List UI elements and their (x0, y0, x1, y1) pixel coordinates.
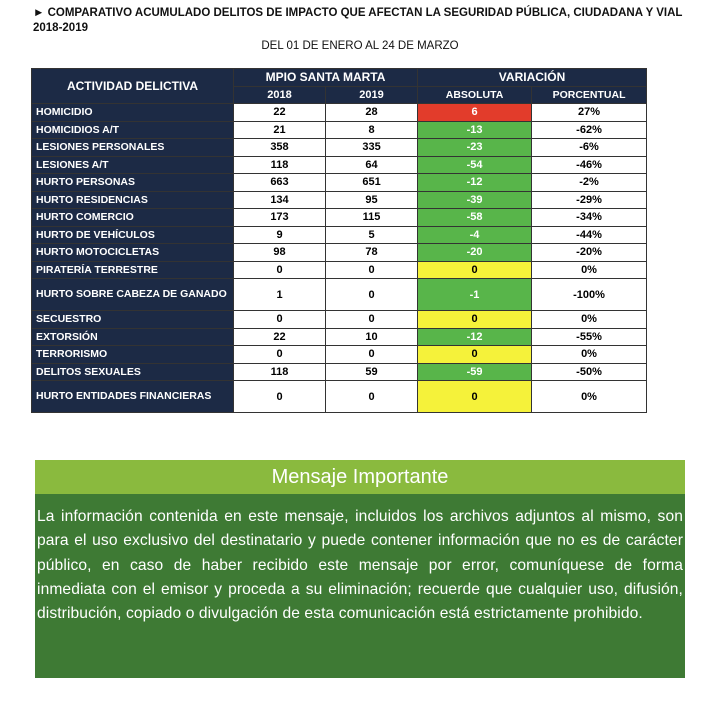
row-percent-variation: 0% (532, 261, 647, 279)
row-percent-variation: -44% (532, 226, 647, 244)
header-variation: VARIACIÓN (418, 69, 647, 87)
row-absolute-variation: -39 (418, 191, 532, 209)
row-absolute-variation: -12 (418, 174, 532, 192)
row-absolute-variation: -59 (418, 363, 532, 381)
row-value-2018: 98 (234, 244, 326, 262)
row-percent-variation: -34% (532, 209, 647, 227)
row-absolute-variation: -12 (418, 328, 532, 346)
header-year-2019: 2019 (326, 86, 418, 104)
row-value-2019: 5 (326, 226, 418, 244)
header-activity: ACTIVIDAD DELICTIVA (32, 69, 234, 104)
row-percent-variation: 0% (532, 311, 647, 329)
message-title: Mensaje Importante (35, 460, 685, 494)
row-value-2019: 0 (326, 279, 418, 311)
header-percent: PORCENTUAL (532, 86, 647, 104)
table-body (32, 104, 647, 413)
table-row (32, 121, 647, 139)
row-activity: HURTO SOBRE CABEZA DE GANADO (32, 279, 234, 311)
table-row (32, 279, 647, 311)
row-absolute-variation: 6 (418, 104, 532, 122)
row-absolute-variation: -4 (418, 226, 532, 244)
row-value-2019: 0 (326, 261, 418, 279)
table-row (32, 261, 647, 279)
row-percent-variation: -50% (532, 363, 647, 381)
row-value-2018: 0 (234, 381, 326, 413)
table-row (32, 226, 647, 244)
row-percent-variation: -6% (532, 139, 647, 157)
row-value-2018: 0 (234, 261, 326, 279)
row-percent-variation: -100% (532, 279, 647, 311)
row-activity: HOMICIDIO (32, 104, 234, 122)
row-percent-variation: 0% (532, 381, 647, 413)
table-header-row (32, 69, 647, 87)
row-value-2018: 118 (234, 156, 326, 174)
row-value-2019: 0 (326, 381, 418, 413)
row-absolute-variation: 0 (418, 311, 532, 329)
row-absolute-variation: 0 (418, 381, 532, 413)
message-body-box (35, 494, 685, 678)
table-row (32, 328, 647, 346)
row-value-2019: 59 (326, 363, 418, 381)
row-absolute-variation: -1 (418, 279, 532, 311)
row-activity: HURTO PERSONAS (32, 174, 234, 192)
row-value-2019: 0 (326, 311, 418, 329)
table-row (32, 381, 647, 413)
table-row (32, 104, 647, 122)
report-date-range: DEL 01 DE ENERO AL 24 DE MARZO (261, 40, 459, 52)
row-percent-variation: -2% (532, 174, 647, 192)
table-row (32, 156, 647, 174)
row-absolute-variation: 0 (418, 261, 532, 279)
row-value-2018: 118 (234, 363, 326, 381)
row-value-2019: 335 (326, 139, 418, 157)
row-value-2018: 21 (234, 121, 326, 139)
row-activity: HURTO MOTOCICLETAS (32, 244, 234, 262)
row-value-2018: 9 (234, 226, 326, 244)
row-activity: SECUESTRO (32, 311, 234, 329)
row-activity: EXTORSIÓN (32, 328, 234, 346)
row-value-2018: 0 (234, 346, 326, 364)
row-value-2019: 78 (326, 244, 418, 262)
row-absolute-variation: -13 (418, 121, 532, 139)
row-percent-variation: -20% (532, 244, 647, 262)
row-absolute-variation: -20 (418, 244, 532, 262)
row-value-2018: 22 (234, 104, 326, 122)
row-value-2019: 64 (326, 156, 418, 174)
table-row (32, 209, 647, 227)
row-value-2019: 28 (326, 104, 418, 122)
row-value-2018: 1 (234, 279, 326, 311)
table-row (32, 363, 647, 381)
row-value-2019: 0 (326, 346, 418, 364)
table-row (32, 244, 647, 262)
row-value-2019: 10 (326, 328, 418, 346)
row-percent-variation: 0% (532, 346, 647, 364)
row-percent-variation: -62% (532, 121, 647, 139)
row-percent-variation: -29% (532, 191, 647, 209)
row-value-2018: 0 (234, 311, 326, 329)
row-activity: HURTO COMERCIO (32, 209, 234, 227)
header-absolute: ABSOLUTA (418, 86, 532, 104)
row-value-2018: 22 (234, 328, 326, 346)
header-municipality: MPIO SANTA MARTA (234, 69, 418, 87)
header-year-2018: 2018 (234, 86, 326, 104)
crime-comparison-table (31, 68, 647, 413)
row-activity: HURTO ENTIDADES FINANCIERAS (32, 381, 234, 413)
row-activity: HURTO RESIDENCIAS (32, 191, 234, 209)
row-value-2018: 663 (234, 174, 326, 192)
table-row (32, 311, 647, 329)
row-value-2019: 115 (326, 209, 418, 227)
row-activity: LESIONES A/T (32, 156, 234, 174)
table-row (32, 346, 647, 364)
row-value-2019: 651 (326, 174, 418, 192)
row-activity: HOMICIDIOS A/T (32, 121, 234, 139)
row-absolute-variation: -58 (418, 209, 532, 227)
message-body-text: La información contenida en este mensaje, incluidos los archivos adjuntos al mismo, son para el uso exclusivo del destinatario y puede contener información que no es de carácter público, en caso de haber recibido este mensaje por error, comuníquese de forma inmediata con el emisor y proceda a su eliminación; recuerde que cualquier uso, difusión, distribución, copiado o divulgación de esta comunicación está estrictamente prohibido. (37, 508, 683, 623)
row-percent-variation: -55% (532, 328, 647, 346)
row-absolute-variation: -23 (418, 139, 532, 157)
row-activity: LESIONES PERSONALES (32, 139, 234, 157)
row-value-2018: 358 (234, 139, 326, 157)
table-row (32, 139, 647, 157)
table-row (32, 191, 647, 209)
row-absolute-variation: 0 (418, 346, 532, 364)
table-row (32, 174, 647, 192)
row-activity: TERRORISMO (32, 346, 234, 364)
report-title: ► COMPARATIVO ACUMULADO DELITOS DE IMPACTO QUE AFECTAN LA SEGURIDAD PÚBLICA, CIUDADANA Y VIAL 2018-2019 (33, 7, 683, 34)
row-absolute-variation: -54 (418, 156, 532, 174)
row-percent-variation: -46% (532, 156, 647, 174)
row-activity: HURTO DE VEHÍCULOS (32, 226, 234, 244)
row-value-2018: 173 (234, 209, 326, 227)
row-percent-variation: 27% (532, 104, 647, 122)
row-activity: PIRATERÍA TERRESTRE (32, 261, 234, 279)
row-value-2019: 95 (326, 191, 418, 209)
row-value-2018: 134 (234, 191, 326, 209)
row-activity: DELITOS SEXUALES (32, 363, 234, 381)
row-value-2019: 8 (326, 121, 418, 139)
